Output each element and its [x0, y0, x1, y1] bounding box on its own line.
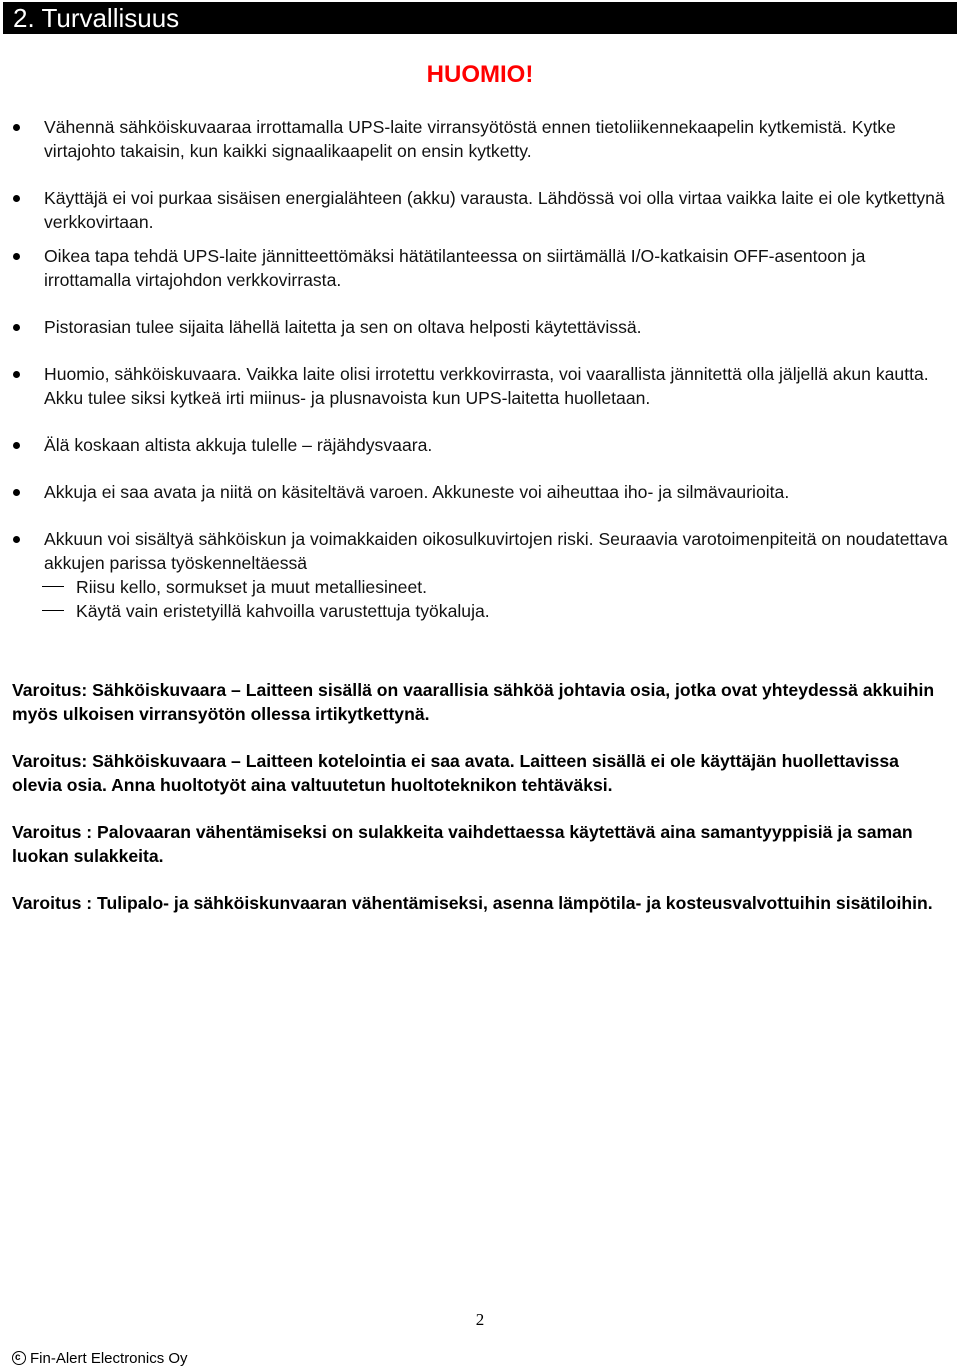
warning-paragraph: Varoitus : Palovaaran vähentämiseksi on sulakkeita vaihdettaessa käytettävä aina samantyyppisiä ja saman luokan sulakkeita. — [12, 822, 913, 866]
page-number: 2 — [475, 1310, 485, 1329]
safety-bullet-list — [0, 115, 960, 623]
notice-title: HUOMIO! — [426, 61, 534, 88]
sub-item-text: Riisu kello, sormukset ja muut metalliesineet. — [76, 577, 428, 597]
dash-icon — [42, 586, 64, 587]
bullet-text: Akkuun voi sisältyä sähköiskun ja voimakkaiden oikosulkuvirtojen riski. Seuraavia varotoimenpiteitä on noudatettava akkujen parissa työskenneltäessä — [44, 529, 948, 573]
bullet-item — [0, 115, 960, 163]
bullet-item — [0, 362, 960, 410]
sub-list-item — [0, 599, 960, 623]
bullet-item — [0, 186, 960, 234]
section-header-bar — [3, 2, 957, 34]
section-title: 2. Turvallisuus — [13, 3, 180, 33]
dash-icon — [42, 610, 64, 611]
copyright-footer — [12, 1350, 188, 1368]
bullet-icon — [13, 253, 20, 260]
bullet-text: Vähennä sähköiskuvaaraa irrottamalla UPS-laite virransyötöstä ennen tietoliikennekaapelin kytkemistä. Kytke virtajohto takaisin, kun kaikki signaalikaapelit on ensin kytketty. — [44, 117, 896, 161]
sub-list-item — [0, 575, 960, 599]
bullet-icon — [13, 195, 20, 202]
bullet-item — [0, 433, 960, 457]
bullet-item — [0, 315, 960, 339]
bullet-icon — [13, 489, 20, 496]
sub-item-text: Käytä vain eristetyillä kahvoilla varustettuja työkaluja. — [76, 601, 490, 621]
copyright-icon — [12, 1351, 26, 1365]
warning-paragraph: Varoitus: Sähköiskuvaara – Laitteen sisällä on vaarallisia sähköä johtavia osia, jotka ovat yhteydessä akkuihin myös ulkoisen virransyötön ollessa irtikytkettynä. — [12, 680, 935, 724]
bullet-text: Käyttäjä ei voi purkaa sisäisen energialähteen (akku) varausta. Lähdössä voi olla virtaa vaikka laite ei ole kytkettynä verkkovirtaan. — [44, 188, 945, 232]
bullet-icon — [13, 536, 20, 543]
bullet-icon — [13, 442, 20, 449]
bullet-item — [0, 480, 960, 504]
bullet-item — [0, 244, 960, 292]
bullet-text: Älä koskaan altista akkuja tulelle – räjähdysvaara. — [44, 435, 433, 455]
bullet-text: Oikea tapa tehdä UPS-laite jännitteettömäksi hätätilanteessa on siirtämällä I/O-katkaisin OFF-asentoon ja irrottamalla virtajohdon verkkovirrasta. — [44, 246, 866, 290]
warnings-section — [12, 678, 942, 938]
bullet-text: Huomio, sähköiskuvaara. Vaikka laite olisi irrotettu verkkovirrasta, voi vaarallista jännitettä olla jäljellä akun kautta. Akku tulee siksi kytkeä irti miinus- ja plusnavoista kun UPS-laitetta huolletaan. — [44, 364, 929, 408]
bullet-text: Pistorasian tulee sijaita lähellä laitetta ja sen on oltava helposti käytettävissä. — [44, 317, 642, 337]
bullet-item — [0, 527, 960, 575]
bullet-text: Akkuja ei saa avata ja niitä on käsiteltävä varoen. Akkuneste voi aiheuttaa iho- ja silmävaurioita. — [44, 482, 790, 502]
bullet-icon — [13, 124, 20, 131]
warning-paragraph: Varoitus : Tulipalo- ja sähköiskunvaaran vähentämiseksi, asenna lämpötila- ja kosteusvalvottuihin sisätiloihin. — [12, 893, 933, 913]
bullet-icon — [13, 324, 20, 331]
warning-paragraph: Varoitus: Sähköiskuvaara – Laitteen kotelointia ei saa avata. Laitteen sisällä ei ole käyttäjän huollettavissa olevia osia. Anna huoltotyöt aina valtuutetun huoltoteknikon tehtäväksi. — [12, 751, 899, 795]
bullet-icon — [13, 371, 20, 378]
copyright-text: Fin-Alert Electronics Oy — [30, 1350, 188, 1367]
